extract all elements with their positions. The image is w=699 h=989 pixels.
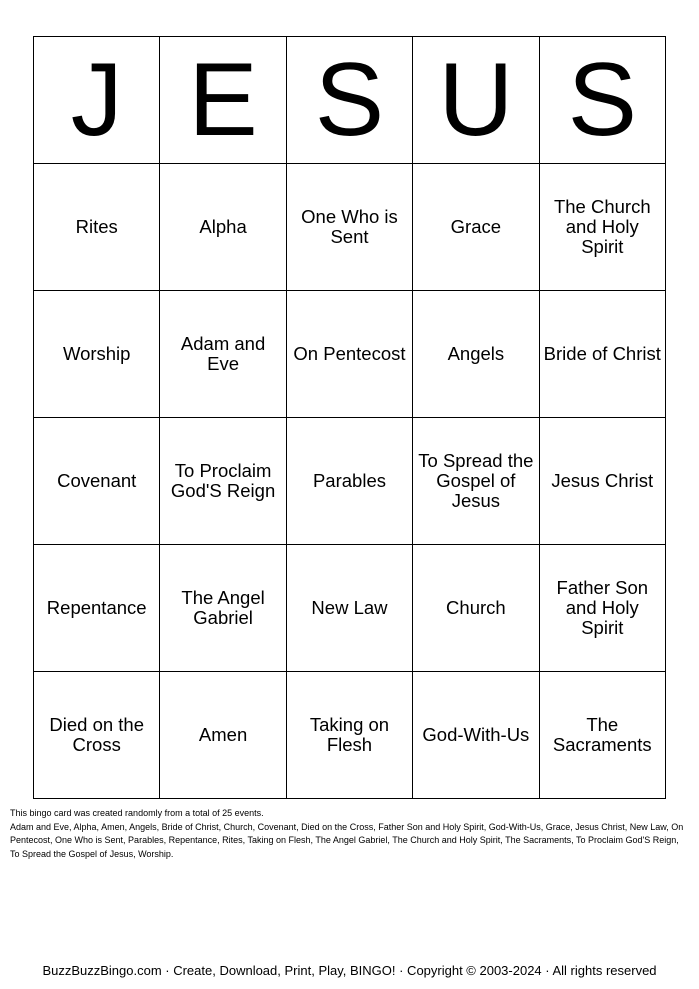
bingo-cell: On Pentecost	[286, 291, 412, 418]
bingo-row	[34, 164, 666, 291]
bingo-card	[33, 36, 666, 799]
bingo-cell: Grace	[413, 164, 539, 291]
header-letter: J	[34, 37, 160, 164]
bingo-cell: Died on the Cross	[34, 672, 160, 799]
bingo-cell: Angels	[413, 291, 539, 418]
header-letter: E	[160, 37, 286, 164]
bingo-cell: To Proclaim God'S Reign	[160, 418, 286, 545]
bingo-cell: Adam and Eve	[160, 291, 286, 418]
card-note	[10, 807, 688, 861]
bingo-cell: Covenant	[34, 418, 160, 545]
card-note-summary: This bingo card was created randomly from a total of 25 events.	[10, 808, 264, 818]
header-letter: S	[539, 37, 665, 164]
bingo-cell: God-With-Us	[413, 672, 539, 799]
bingo-cell: To Spread the Gospel of Jesus	[413, 418, 539, 545]
header-letter: U	[413, 37, 539, 164]
bingo-row	[34, 418, 666, 545]
bingo-cell: Jesus Christ	[539, 418, 665, 545]
bingo-cell: Bride of Christ	[539, 291, 665, 418]
card-note-events: Adam and Eve, Alpha, Amen, Angels, Bride of Christ, Church, Covenant, Died on the Cross, Father Son and Holy Spirit, God-With-Us, Grace, Jesus Christ, New Law, On Pentecost, One Who is Sent, Parables, Repentance, Rites, Taking on Flesh, The Angel Gabriel, The Church and Holy Spirit, The Sacraments, To Proclaim God'S Reign, To Spread the Gospel of Jesus, Worship.	[10, 821, 684, 859]
bingo-cell: Amen	[160, 672, 286, 799]
bingo-cell: One Who is Sent	[286, 164, 412, 291]
bingo-cell: Church	[413, 545, 539, 672]
bingo-cell: The Angel Gabriel	[160, 545, 286, 672]
bingo-cell: The Sacraments	[539, 672, 665, 799]
header-row	[34, 37, 666, 164]
bingo-row	[34, 672, 666, 799]
header-letter: S	[286, 37, 412, 164]
bingo-row	[34, 545, 666, 672]
page-footer: BuzzBuzzBingo.com · Create, Download, Print, Play, BINGO! · Copyright © 2003-2024 · All rights reserved	[42, 963, 657, 978]
bingo-cell: Parables	[286, 418, 412, 545]
bingo-cell: Worship	[34, 291, 160, 418]
bingo-row	[34, 291, 666, 418]
bingo-cell: Father Son and Holy Spirit	[539, 545, 665, 672]
bingo-cell: Taking on Flesh	[286, 672, 412, 799]
bingo-cell: Alpha	[160, 164, 286, 291]
bingo-cell: Repentance	[34, 545, 160, 672]
bingo-cell: The Church and Holy Spirit	[539, 164, 665, 291]
bingo-cell: Rites	[34, 164, 160, 291]
bingo-cell: New Law	[286, 545, 412, 672]
